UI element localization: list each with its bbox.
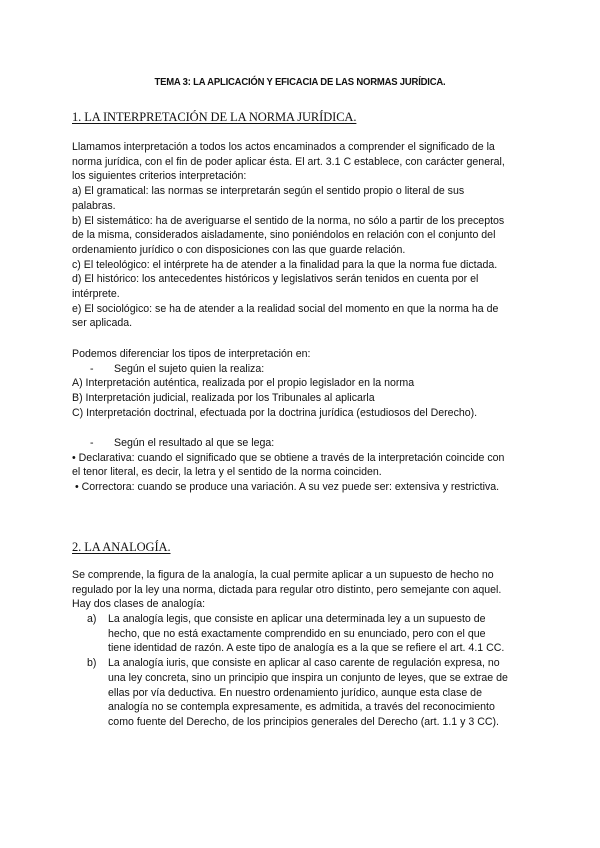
types-intro: Podemos diferenciar los tipos de interpretación en: (72, 348, 311, 360)
list-item: B) Interpretación judicial, realizada por los Tribunales al aplicarla (72, 392, 375, 405)
text-line: el tenor literal, es decir, la letra y el sentido de la norma coinciden. (72, 466, 382, 479)
list-item: C) Interpretación doctrinal, efectuada por la doctrina jurídica (estudiosos del Derecho). (72, 406, 478, 419)
text-line: c) El teleológico: el intérprete ha de atender a la finalidad para la que la norma fue dictada. (72, 258, 498, 271)
analogy-list (72, 612, 532, 730)
text-line: analogía no se contempla expresamente, es admitida, a través del reconocimiento (108, 701, 495, 714)
text-line: La analogía iuris, que consiste en aplicar al caso carente de regulación expresa, no (108, 657, 500, 670)
text-line: como fuente del Derecho, de los principios generales del Derecho (art. 1.1 y 3 CC). (108, 715, 499, 728)
section-1-heading: 1. LA INTERPRETACIÓN DE LA NORMA JURÍDICA. (72, 110, 357, 124)
text-line: La analogía legis, que consiste en aplicar una determinada ley a un supuesto de (108, 613, 486, 625)
section-1-intro (72, 140, 532, 331)
text-line: e) El sociológico: se ha de atender a la realidad social del momento en que la norma ha de (72, 302, 499, 315)
text-line: b) El sistemático: ha de averiguarse el sentido de la norma, no sólo a partir de los preceptos (72, 214, 505, 227)
text-line: de la misma, considerados aisladamente, sino poniéndolos en relación con el conjunto del (72, 229, 496, 242)
text-line: • Declarativa: cuando el significado que se obtiene a través de la interpretación coincide con (72, 451, 505, 464)
list-marker: a) (87, 613, 97, 625)
text-line: Hay dos clases de analogía: (72, 598, 206, 611)
text-line: ellas por vía deductiva. En nuestro ordenamiento jurídico, aunque esta clase de (108, 686, 482, 699)
list-item-analogia-iuris (72, 656, 532, 730)
by-subject-text: Según el sujeto quien la realiza: (114, 362, 265, 375)
text-line: hecho, que no está exactamente comprendido en su enunciado, pero con el que (108, 627, 486, 640)
list-marker: b) (87, 657, 97, 670)
text-line: los siguientes criterios interpretación: (72, 170, 247, 183)
by-result-text: Según el resultado al que se lega: (114, 437, 275, 449)
by-subject-label (72, 362, 532, 377)
document-title: TEMA 3: LA APLICACIÓN Y EFICACIA DE LAS NORMAS JURÍDICA. (154, 77, 446, 88)
text-line: • Correctora: cuando se produce una variación. A su vez puede ser: extensiva y restrictiva. (72, 481, 500, 494)
text-line: a) El gramatical: las normas se interpretarán según el sentido propio o literal de sus (72, 185, 465, 198)
text-line: intérprete. (72, 288, 120, 301)
dash-marker: - (90, 362, 94, 375)
list-item-analogia-legis (72, 612, 532, 656)
text-line: ser aplicada. (72, 317, 133, 330)
text-line: palabras. (72, 199, 116, 212)
by-result-label (72, 436, 532, 451)
text-line: tiene identidad de razón. A este tipo de analogía es a la que se refiere el art. 4.1 CC. (108, 642, 505, 655)
section-2-heading: 2. LA ANALOGÍA. (72, 540, 171, 554)
list-item: A) Interpretación auténtica, realizada por el propio legislador en la norma (72, 377, 415, 390)
dash-marker: - (90, 437, 94, 449)
text-line: d) El histórico: los antecedentes históricos y legislativos serán tenidos en cuenta por el (72, 273, 479, 286)
text-line: ordenamiento jurídico o con disposiciones con las que guarde relación. (72, 243, 406, 256)
text-line: Llamamos interpretación a todos los actos encaminados a comprender el significado de la (72, 141, 495, 153)
text-line: una ley concreta, sino un principio que inspira un conjunto de leyes, que se extrae de (108, 671, 508, 684)
interpretation-types (72, 347, 532, 421)
text-line: Se comprende, la figura de la analogía, la cual permite aplicar a un supuesto de hecho no (72, 569, 494, 581)
text-line: regulado por la ley una norma, dictada para regular otro distinto, pero semejante con aquel. (72, 583, 502, 596)
section-2-intro (72, 568, 532, 612)
by-result-block (72, 436, 532, 495)
text-line: norma jurídica, con el fin de poder aplicar ésta. El art. 3.1 C establece, con carácter general, (72, 155, 505, 168)
